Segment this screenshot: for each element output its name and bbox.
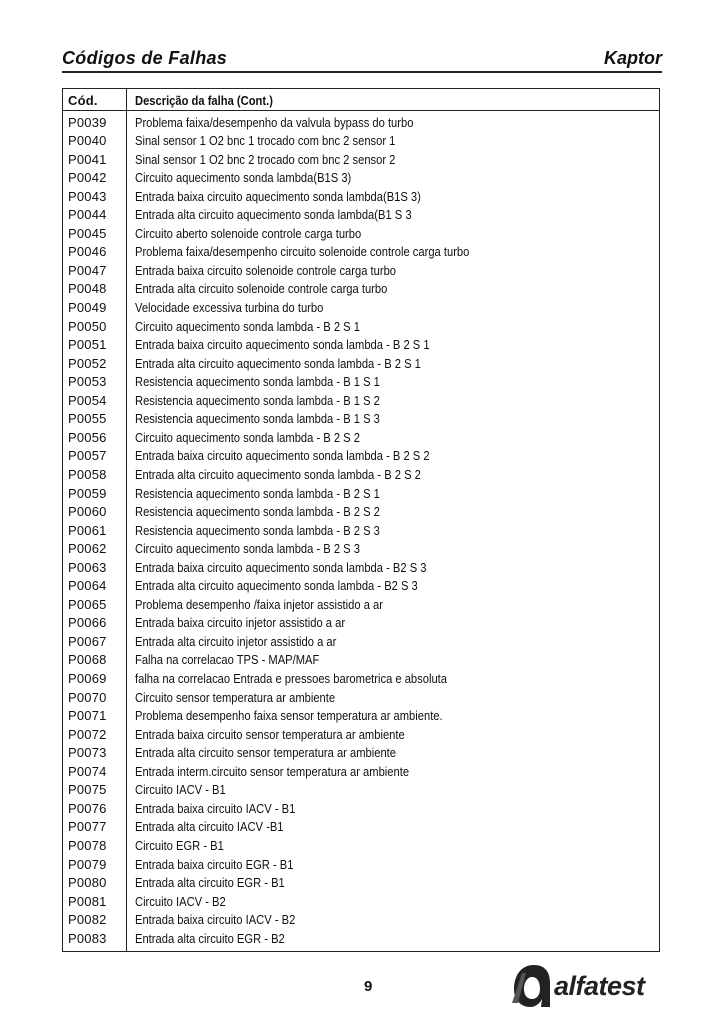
fault-description: Entrada baixa circuito IACV - B2 [135, 912, 296, 928]
fault-code: P0065 [68, 596, 107, 612]
fault-description: Entrada alta circuito aquecimento sonda lambda - B2 S 3 [135, 578, 418, 594]
logo-wordmark: alfatest [554, 971, 645, 1001]
table-row [63, 410, 659, 429]
fault-description: Entrada alta circuito injetor assistido a ar [135, 633, 337, 649]
fault-code: P0080 [68, 875, 107, 891]
table-row [63, 114, 659, 133]
fault-description: Entrada alta circuito EGR - B1 [135, 875, 285, 891]
fault-description: Problema faixa/desempenho circuito solenoide controle carga turbo [135, 244, 470, 260]
table-row [63, 577, 659, 596]
fault-code: P0054 [68, 392, 107, 408]
table-row [63, 744, 659, 763]
fault-code: P0079 [68, 856, 107, 872]
fault-code: P0071 [68, 708, 107, 724]
fault-code: P0070 [68, 689, 107, 705]
column-header-code: Cód. [68, 93, 98, 108]
fault-code: P0064 [68, 578, 107, 594]
fault-description: Entrada alta circuito aquecimento sonda lambda(B1 S 3 [135, 207, 412, 223]
fault-description: Circuito aquecimento sonda lambda - B 2 S 3 [135, 541, 360, 557]
table-row [63, 633, 659, 652]
fault-description: Entrada baixa circuito sensor temperatura ar ambiente [135, 726, 405, 742]
fault-description: Problema faixa/desempenho da valvula bypass do turbo [135, 114, 414, 130]
fault-code: P0057 [68, 448, 107, 464]
fault-code: P0042 [68, 170, 107, 186]
fault-description: Resistencia aquecimento sonda lambda - B 1 S 2 [135, 392, 380, 408]
table-row [63, 522, 659, 541]
fault-code: P0082 [68, 912, 107, 928]
table-row [63, 132, 659, 151]
fault-code: P0041 [68, 151, 107, 167]
table-row [63, 800, 659, 819]
fault-description: Problema desempenho faixa sensor temperatura ar ambiente. [135, 708, 443, 724]
table-row [63, 559, 659, 578]
table-row [63, 596, 659, 615]
table-row [63, 893, 659, 912]
fault-description: Entrada baixa circuito IACV - B1 [135, 800, 296, 816]
fault-code: P0040 [68, 133, 107, 149]
fault-description: Problema desempenho /faixa injetor assistido a ar [135, 596, 383, 612]
fault-code: P0046 [68, 244, 107, 260]
fault-code: P0058 [68, 466, 107, 482]
document-title: Códigos de Falhas [62, 48, 228, 68]
table-row [63, 726, 659, 745]
fault-code: P0062 [68, 541, 107, 557]
table-row [63, 318, 659, 337]
fault-code: P0049 [68, 300, 107, 315]
header-divider [62, 71, 662, 73]
fault-code: P0081 [68, 893, 107, 909]
table-row [63, 429, 659, 448]
fault-description: Resistencia aquecimento sonda lambda - B 1 S 1 [135, 374, 380, 390]
table-row [63, 243, 659, 262]
table-row [63, 874, 659, 893]
fault-code: P0063 [68, 559, 107, 575]
table-row [63, 355, 659, 374]
table-row [63, 280, 659, 299]
table-row [63, 447, 659, 466]
fault-code: P0068 [68, 652, 107, 668]
fault-code: P0045 [68, 225, 107, 241]
fault-code: P0055 [68, 411, 107, 427]
fault-description: Falha na correlacao TPS - MAP/MAF [135, 652, 320, 668]
fault-code: P0076 [68, 800, 107, 816]
table-row [63, 485, 659, 504]
fault-code: P0039 [68, 114, 107, 130]
fault-code: P0060 [68, 504, 107, 520]
table-row [63, 689, 659, 708]
page-number: 9 [364, 978, 373, 995]
fault-description: Entrada baixa circuito injetor assistido a ar [135, 615, 346, 631]
fault-description: falha na correlacao Entrada e pressoes barometrica e absoluta [135, 671, 447, 686]
fault-description: Sinal sensor 1 O2 bnc 1 trocado com bnc 2 sensor 1 [135, 133, 396, 149]
table-row [63, 930, 659, 949]
table-row [63, 856, 659, 875]
fault-description: Resistencia aquecimento sonda lambda - B 2 S 3 [135, 522, 380, 538]
fault-code: P0044 [68, 207, 107, 223]
table-row [63, 818, 659, 837]
table-row [63, 169, 659, 188]
table-row [63, 373, 659, 392]
fault-description: Entrada alta circuito sensor temperatura ar ambiente [135, 745, 397, 761]
table-row [63, 392, 659, 411]
fault-code: P0074 [68, 763, 107, 779]
table-row [63, 336, 659, 355]
fault-description: Entrada interm.circuito sensor temperatura ar ambiente [135, 763, 410, 779]
fault-description: Entrada baixa circuito aquecimento sonda lambda - B2 S 3 [135, 559, 427, 575]
fault-description: Sinal sensor 1 O2 bnc 2 trocado com bnc 2 sensor 2 [135, 151, 396, 167]
table-row [63, 262, 659, 281]
fault-description: Entrada alta circuito EGR - B2 [135, 930, 285, 946]
table-row [63, 466, 659, 485]
table-row [63, 225, 659, 244]
fault-description: Circuito aquecimento sonda lambda - B 2 S 2 [135, 429, 360, 445]
fault-code: P0069 [68, 671, 107, 686]
fault-code: P0051 [68, 337, 107, 353]
fault-description: Entrada baixa circuito solenoide controle carga turbo [135, 262, 397, 278]
table-row [63, 299, 659, 318]
fault-code: P0072 [68, 726, 107, 742]
fault-description: Circuito aquecimento sonda lambda - B 2 S 1 [135, 318, 360, 334]
fault-code: P0050 [68, 318, 107, 334]
table-row [63, 540, 659, 559]
fault-description: Velocidade excessiva turbina do turbo [135, 300, 324, 315]
table-row [63, 206, 659, 225]
fault-code: P0052 [68, 355, 107, 371]
fault-description: Entrada alta circuito aquecimento sonda lambda - B 2 S 1 [135, 355, 421, 371]
fault-code: P0053 [68, 374, 107, 390]
fault-code: P0077 [68, 819, 107, 835]
fault-description: Circuito sensor temperatura ar ambiente [135, 689, 336, 705]
fault-description: Entrada alta circuito aquecimento sonda lambda - B 2 S 2 [135, 466, 421, 482]
fault-description: Resistencia aquecimento sonda lambda - B 2 S 1 [135, 485, 380, 501]
fault-description: Circuito IACV - B2 [135, 893, 226, 909]
fault-description: Circuito EGR - B1 [135, 837, 224, 853]
fault-code: P0066 [68, 615, 107, 631]
fault-code: P0056 [68, 429, 107, 445]
fault-description: Entrada baixa circuito aquecimento sonda lambda(B1S 3) [135, 188, 421, 204]
fault-description: Circuito IACV - B1 [135, 782, 226, 798]
column-header-description: Descrição da falha (Cont.) [135, 93, 273, 108]
fault-code: P0059 [68, 485, 107, 501]
table-header-row [63, 92, 659, 111]
fault-code: P0075 [68, 782, 107, 798]
fault-code-table [62, 88, 660, 952]
fault-code: P0043 [68, 188, 107, 204]
table-row [63, 763, 659, 782]
alfatest-logo-mark-icon [510, 963, 552, 1009]
fault-description: Entrada alta circuito IACV -B1 [135, 819, 284, 835]
fault-description: Resistencia aquecimento sonda lambda - B 1 S 3 [135, 411, 380, 427]
table-row [63, 651, 659, 670]
table-row [63, 781, 659, 800]
fault-code: P0047 [68, 262, 107, 278]
fault-code: P0083 [68, 930, 107, 946]
table-row [63, 151, 659, 170]
table-row [63, 837, 659, 856]
brand-name: Kaptor [604, 48, 662, 68]
fault-description: Entrada baixa circuito aquecimento sonda lambda - B 2 S 1 [135, 337, 430, 353]
fault-code: P0061 [68, 522, 107, 538]
table-row [63, 670, 659, 689]
fault-description: Entrada alta circuito solenoide controle carga turbo [135, 281, 388, 297]
fault-code: P0048 [68, 281, 107, 297]
table-row [63, 614, 659, 633]
fault-description: Entrada baixa circuito EGR - B1 [135, 856, 294, 872]
table-row [63, 911, 659, 930]
fault-description: Circuito aberto solenoide controle carga turbo [135, 225, 362, 241]
fault-code: P0067 [68, 633, 107, 649]
fault-description: Circuito aquecimento sonda lambda(B1S 3) [135, 170, 352, 186]
table-row [63, 188, 659, 207]
fault-description: Resistencia aquecimento sonda lambda - B 2 S 2 [135, 504, 380, 520]
table-row [63, 707, 659, 726]
fault-description: Entrada baixa circuito aquecimento sonda lambda - B 2 S 2 [135, 448, 430, 464]
table-row [63, 503, 659, 522]
alfatest-logo [510, 963, 670, 1013]
page-header [62, 44, 662, 74]
fault-code: P0078 [68, 837, 107, 853]
fault-code: P0073 [68, 745, 107, 761]
